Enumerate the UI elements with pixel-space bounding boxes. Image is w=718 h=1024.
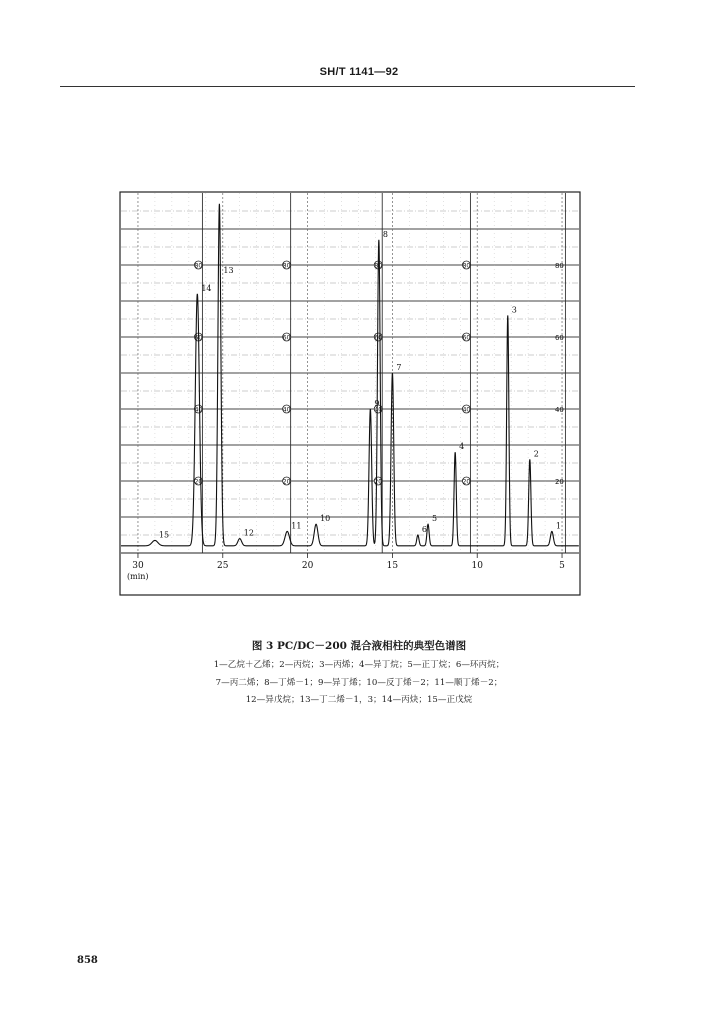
recorder-scale-mark: 80 xyxy=(194,262,203,270)
header-rule xyxy=(60,86,635,87)
recorder-scale-mark: 40 xyxy=(554,406,564,414)
figure-legend-line-1: 1—乙烷＋乙烯；2—丙烷；3—丙烯；4—异丁烷；5—正丁烷；6—环丙烷； xyxy=(213,660,505,670)
chromatogram-figure xyxy=(119,191,581,596)
peak-label: 4 xyxy=(459,442,465,452)
peak-label: 10 xyxy=(320,514,331,524)
x-axis-tick-label: 5 xyxy=(559,561,565,571)
recorder-scale-mark: 20 xyxy=(374,478,383,486)
peak-label: 8 xyxy=(382,229,388,239)
x-axis-tick-label: 30 xyxy=(132,561,144,571)
peak-label: 13 xyxy=(223,266,234,275)
x-axis-label: (min) xyxy=(127,572,149,581)
peak-label: 9 xyxy=(374,399,380,408)
figure-caption: 图 3 PC/DC－200 混合液相柱的典型色谱图 xyxy=(251,640,467,652)
x-axis-tick-label: 20 xyxy=(301,561,314,571)
recorder-scale-mark: 20 xyxy=(282,478,291,486)
peak-label: 7 xyxy=(396,363,402,372)
recorder-scale-mark: 80 xyxy=(374,262,383,270)
recorder-scale-mark: 20 xyxy=(462,478,471,486)
page-number: 858 xyxy=(77,955,98,966)
x-axis-tick-label: 15 xyxy=(386,561,399,571)
peak-label: 1 xyxy=(555,521,561,531)
peak-label: 6 xyxy=(421,525,427,534)
recorder-scale-mark: 60 xyxy=(462,334,471,342)
standard-code-header: SH/T 1141—92 xyxy=(319,66,399,78)
x-axis-tick-label: 25 xyxy=(217,561,229,571)
peak-label: 3 xyxy=(511,305,517,315)
peak-label: 14 xyxy=(201,283,212,293)
recorder-scale-mark: 80 xyxy=(462,262,471,270)
figure-legend-line-2: 7—丙二烯；8—丁烯－1；9—异丁烯；10—反丁烯－2；11—顺丁烯－2； xyxy=(215,678,503,688)
recorder-scale-mark: 40 xyxy=(282,406,291,414)
recorder-scale-mark: 20 xyxy=(194,478,203,486)
recorder-scale-mark: 80 xyxy=(554,262,564,270)
recorder-scale-mark: 80 xyxy=(282,262,291,270)
peak-label: 11 xyxy=(291,521,302,531)
recorder-scale-mark: 20 xyxy=(554,478,564,486)
recorder-scale-mark: 60 xyxy=(554,334,564,342)
peak-label: 2 xyxy=(533,449,539,459)
recorder-scale-mark: 40 xyxy=(374,406,383,414)
recorder-scale-mark: 60 xyxy=(194,334,203,342)
figure-legend-line-3: 12—异戊烷；13—丁二烯－1，3；14—丙炔；15—正戊烷 xyxy=(245,695,473,705)
peak-label: 15 xyxy=(158,530,170,540)
peak-label: 12 xyxy=(243,528,254,538)
x-axis-tick-label: 10 xyxy=(471,561,483,571)
peak-label: 5 xyxy=(432,514,438,524)
recorder-scale-mark: 60 xyxy=(374,334,383,342)
recorder-scale-mark: 60 xyxy=(282,334,291,342)
chromatogram-chart xyxy=(119,191,581,596)
recorder-scale-mark: 40 xyxy=(194,406,203,414)
recorder-scale-mark: 40 xyxy=(462,406,471,414)
